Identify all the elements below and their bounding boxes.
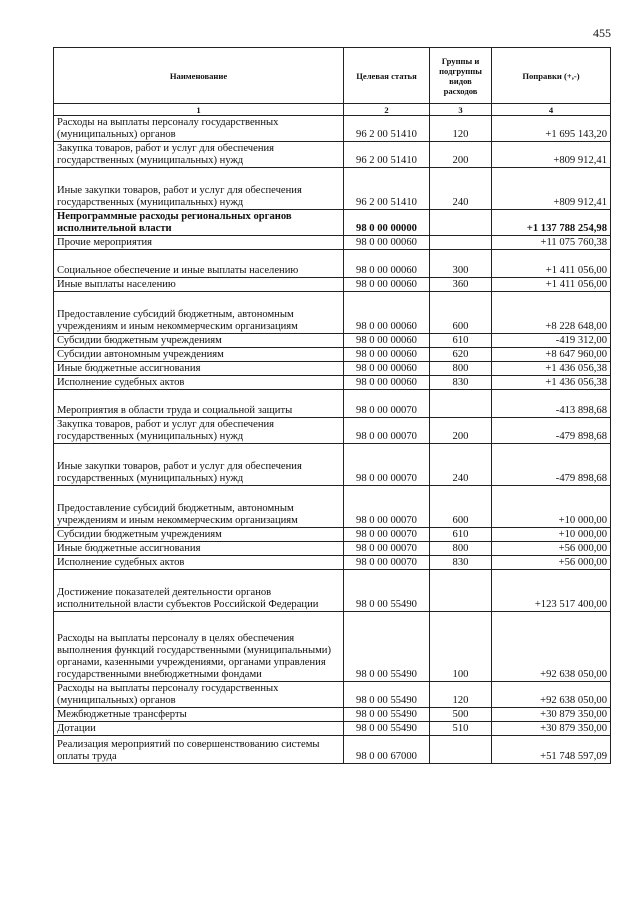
row-target-article: 98 0 00 55490: [344, 612, 430, 682]
row-expense-group: 240: [430, 444, 492, 486]
row-target-article: 98 0 00 00060: [344, 278, 430, 292]
row-target-article: 98 0 00 55490: [344, 682, 430, 708]
row-amount: +1 436 056,38: [492, 362, 611, 376]
row-name: Реализация мероприятий по совершенствованию системы оплаты труда: [54, 736, 344, 764]
row-name: Иные закупки товаров, работ и услуг для обеспечения государственных (муниципальных) нужд: [54, 168, 344, 210]
row-name: Дотации: [54, 722, 344, 736]
row-target-article: 96 2 00 51410: [344, 116, 430, 142]
row-amount: +1 411 056,00: [492, 278, 611, 292]
row-amount: +10 000,00: [492, 486, 611, 528]
row-target-article: 98 0 00 00070: [344, 418, 430, 444]
row-name: Субсидии автономным учреждениям: [54, 348, 344, 362]
row-name: Мероприятия в области труда и социальной защиты: [54, 390, 344, 418]
table-row: [54, 292, 611, 334]
row-name: Расходы на выплаты персоналу государственных (муниципальных) органов: [54, 682, 344, 708]
row-name: Иные бюджетные ассигнования: [54, 542, 344, 556]
row-target-article: 96 2 00 51410: [344, 142, 430, 168]
row-expense-group: 600: [430, 486, 492, 528]
row-expense-group: 120: [430, 116, 492, 142]
row-expense-group: 600: [430, 292, 492, 334]
row-expense-group: 510: [430, 722, 492, 736]
row-expense-group: 240: [430, 168, 492, 210]
row-amount: +92 638 050,00: [492, 612, 611, 682]
row-name: Исполнение судебных актов: [54, 376, 344, 390]
row-amount: +8 647 960,00: [492, 348, 611, 362]
row-expense-group: 830: [430, 376, 492, 390]
row-expense-group: 610: [430, 528, 492, 542]
row-target-article: 96 2 00 51410: [344, 168, 430, 210]
table-row: [54, 570, 611, 612]
row-amount: +51 748 597,09: [492, 736, 611, 764]
row-amount: +1 436 056,38: [492, 376, 611, 390]
row-expense-group: 500: [430, 708, 492, 722]
row-expense-group: 800: [430, 362, 492, 376]
row-amount: -479 898,68: [492, 418, 611, 444]
row-expense-group: 200: [430, 142, 492, 168]
row-expense-group: 120: [430, 682, 492, 708]
row-name: Иные закупки товаров, работ и услуг для обеспечения государственных (муниципальных) нужд: [54, 444, 344, 486]
row-expense-group: 610: [430, 334, 492, 348]
row-target-article: 98 0 00 55490: [344, 708, 430, 722]
row-expense-group: [430, 210, 492, 236]
row-name: Исполнение судебных актов: [54, 556, 344, 570]
row-amount: -413 898,68: [492, 390, 611, 418]
row-expense-group: [430, 570, 492, 612]
row-amount: +1 137 788 254,98: [492, 210, 611, 236]
row-target-article: 98 0 00 00060: [344, 348, 430, 362]
table-row: [54, 210, 611, 236]
column-numbers-row: [54, 104, 611, 116]
row-name: Предоставление субсидий бюджетным, автономным учреждениям и иным некоммерческим организациям: [54, 292, 344, 334]
row-target-article: 98 0 00 00060: [344, 250, 430, 278]
row-target-article: 98 0 00 55490: [344, 570, 430, 612]
row-amount: +30 879 350,00: [492, 722, 611, 736]
row-target-article: 98 0 00 00000: [344, 210, 430, 236]
row-name: Субсидии бюджетным учреждениям: [54, 334, 344, 348]
table-row: [54, 708, 611, 722]
row-target-article: 98 0 00 00060: [344, 376, 430, 390]
row-target-article: 98 0 00 55490: [344, 722, 430, 736]
row-amount: +30 879 350,00: [492, 708, 611, 722]
row-amount: +10 000,00: [492, 528, 611, 542]
table-row: [54, 556, 611, 570]
row-target-article: 98 0 00 67000: [344, 736, 430, 764]
column-number: 2: [344, 104, 430, 116]
table-row: [54, 682, 611, 708]
row-target-article: 98 0 00 00070: [344, 486, 430, 528]
page-number: 455: [593, 26, 611, 40]
row-name: Иные бюджетные ассигнования: [54, 362, 344, 376]
row-amount: +56 000,00: [492, 556, 611, 570]
row-name: Достижение показателей деятельности органов исполнительной власти субъектов Российской Федерации: [54, 570, 344, 612]
row-target-article: 98 0 00 00070: [344, 542, 430, 556]
row-expense-group: 300: [430, 250, 492, 278]
row-amount: +809 912,41: [492, 142, 611, 168]
row-expense-group: 100: [430, 612, 492, 682]
row-amount: +809 912,41: [492, 168, 611, 210]
table-row: [54, 348, 611, 362]
table-body: [54, 116, 611, 764]
row-target-article: 98 0 00 00070: [344, 556, 430, 570]
row-expense-group: [430, 236, 492, 250]
table-row: [54, 486, 611, 528]
row-name: Непрограммные расходы региональных органов исполнительной власти: [54, 210, 344, 236]
row-amount: +11 075 760,38: [492, 236, 611, 250]
table-row: [54, 236, 611, 250]
row-expense-group: [430, 390, 492, 418]
row-amount: +123 517 400,00: [492, 570, 611, 612]
amendments-table: [53, 47, 611, 764]
row-target-article: 98 0 00 00060: [344, 236, 430, 250]
row-expense-group: 200: [430, 418, 492, 444]
row-amount: +8 228 648,00: [492, 292, 611, 334]
column-number: 4: [492, 104, 611, 116]
row-name: Иные выплаты населению: [54, 278, 344, 292]
row-target-article: 98 0 00 00060: [344, 362, 430, 376]
row-target-article: 98 0 00 00070: [344, 528, 430, 542]
row-expense-group: 620: [430, 348, 492, 362]
row-name: Расходы на выплаты персоналу государственных (муниципальных) органов: [54, 116, 344, 142]
row-name: Предоставление субсидий бюджетным, автономным учреждениям и иным некоммерческим организациям: [54, 486, 344, 528]
row-name: Социальное обеспечение и иные выплаты населению: [54, 250, 344, 278]
row-target-article: 98 0 00 00070: [344, 390, 430, 418]
table-row: [54, 736, 611, 764]
header-name: Наименование: [54, 48, 344, 104]
table-row: [54, 362, 611, 376]
row-amount: +1 695 143,20: [492, 116, 611, 142]
header-amendments: Поправки (+,-): [492, 48, 611, 104]
table-row: [54, 418, 611, 444]
row-name: Субсидии бюджетным учреждениям: [54, 528, 344, 542]
row-amount: +56 000,00: [492, 542, 611, 556]
table-row: [54, 250, 611, 278]
table-row: [54, 528, 611, 542]
column-number: 1: [54, 104, 344, 116]
table-row: [54, 390, 611, 418]
row-amount: +1 411 056,00: [492, 250, 611, 278]
table-row: [54, 612, 611, 682]
row-name: Закупка товаров, работ и услуг для обеспечения государственных (муниципальных) нужд: [54, 142, 344, 168]
row-amount: -419 312,00: [492, 334, 611, 348]
header-expense-groups: Группы и подгруппы видов расходов: [430, 48, 492, 104]
table-header-row: [54, 48, 611, 104]
row-amount: +92 638 050,00: [492, 682, 611, 708]
row-name: Прочие мероприятия: [54, 236, 344, 250]
table-row: [54, 376, 611, 390]
row-expense-group: 360: [430, 278, 492, 292]
row-name: Межбюджетные трансферты: [54, 708, 344, 722]
table-row: [54, 278, 611, 292]
table-row: [54, 116, 611, 142]
row-target-article: 98 0 00 00060: [344, 292, 430, 334]
table-row: [54, 722, 611, 736]
table-row: [54, 542, 611, 556]
column-number: 3: [430, 104, 492, 116]
table-row: [54, 334, 611, 348]
row-name: Расходы на выплаты персоналу в целях обеспечения выполнения функций государственными (муниципальными) органами, казенными учреждениями, органами управления государственными внебюджетными фондами: [54, 612, 344, 682]
header-target-article: Целевая статья: [344, 48, 430, 104]
table-row: [54, 168, 611, 210]
row-expense-group: [430, 736, 492, 764]
row-amount: -479 898,68: [492, 444, 611, 486]
row-name: Закупка товаров, работ и услуг для обеспечения государственных (муниципальных) нужд: [54, 418, 344, 444]
row-expense-group: 830: [430, 556, 492, 570]
row-expense-group: 800: [430, 542, 492, 556]
row-target-article: 98 0 00 00070: [344, 444, 430, 486]
table-row: [54, 142, 611, 168]
table-row: [54, 444, 611, 486]
row-target-article: 98 0 00 00060: [344, 334, 430, 348]
